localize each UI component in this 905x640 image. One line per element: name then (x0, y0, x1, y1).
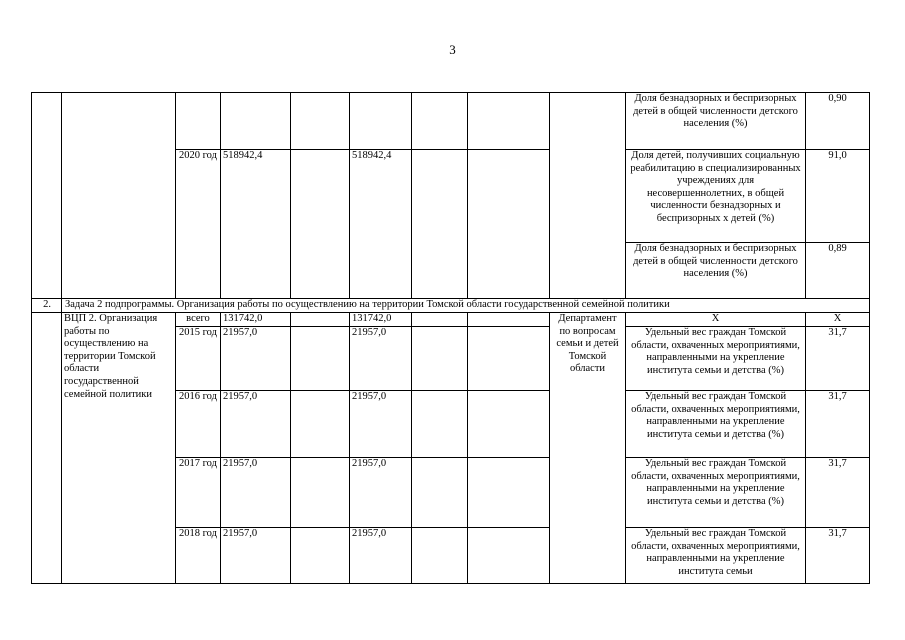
regional-cell: 131742,0 (350, 313, 412, 327)
year-cell: 2017 год (176, 458, 221, 528)
indicator-cell: Доля детей, получивших социальную реабилитацию в специализированных учреждениях для несовершеннолетних, в общей численности безнадзорных и беспризорных х детей (%) (626, 150, 806, 243)
page-number: 3 (449, 42, 456, 57)
indicator-cell: Доля безнадзорных и беспризорных детей в общей численности детского населения (%) (626, 93, 806, 150)
table-row (32, 313, 870, 327)
regional-cell: 518942,4 (350, 150, 412, 299)
program-table (31, 92, 870, 584)
value-cell: 31,7 (806, 391, 870, 458)
regional-cell: 21957,0 (350, 458, 412, 528)
total-cell: 21957,0 (221, 327, 291, 391)
indicator-cell: Удельный вес граждан Томской области, охваченных мероприятиями, направленными на укрепление института семьи и детства (%) (626, 391, 806, 458)
executor-cell: Департамент по вопросам семьи и детей Томской области (550, 313, 626, 584)
value-cell: 0,90 (806, 93, 870, 150)
indicator-cell: Доля безнадзорных и беспризорных детей в общей численности детского населения (%) (626, 243, 806, 299)
task-row (32, 299, 870, 313)
total-cell: 21957,0 (221, 391, 291, 458)
total-cell: 21957,0 (221, 528, 291, 584)
regional-cell: 21957,0 (350, 528, 412, 584)
value-cell: 91,0 (806, 150, 870, 243)
task-number: 2. (32, 299, 62, 313)
year-cell: 2018 год (176, 528, 221, 584)
total-cell: 21957,0 (221, 458, 291, 528)
regional-cell: 21957,0 (350, 391, 412, 458)
year-cell: 2015 год (176, 327, 221, 391)
table-row (32, 93, 870, 150)
year-cell: 2020 год (176, 150, 221, 299)
year-cell: всего (176, 313, 221, 327)
indicator-cell: Удельный вес граждан Томской области, охваченных мероприятиями, направленными на укрепление института семьи (626, 528, 806, 584)
task-text: Задача 2 подпрограммы. Организация работы по осуществлению на территории Томской области государственной семейной политики (62, 299, 870, 313)
indicator-cell: Удельный вес граждан Томской области, охваченных мероприятиями, направленными на укрепление института семьи и детства (%) (626, 458, 806, 528)
year-cell: 2016 год (176, 391, 221, 458)
vcp-name: ВЦП 2. Организация работы по осуществлению на территории Томской области государственной семейной политики (62, 313, 176, 584)
value-cell: 31,7 (806, 327, 870, 391)
value-cell: 0,89 (806, 243, 870, 299)
regional-cell: 21957,0 (350, 327, 412, 391)
indicator-cell: Х (626, 313, 806, 327)
indicator-cell: Удельный вес граждан Томской области, охваченных мероприятиями, направленными на укрепление института семьи и детства (%) (626, 327, 806, 391)
total-cell: 518942,4 (221, 150, 291, 299)
value-cell: Х (806, 313, 870, 327)
value-cell: 31,7 (806, 458, 870, 528)
total-cell: 131742,0 (221, 313, 291, 327)
value-cell: 31,7 (806, 528, 870, 584)
